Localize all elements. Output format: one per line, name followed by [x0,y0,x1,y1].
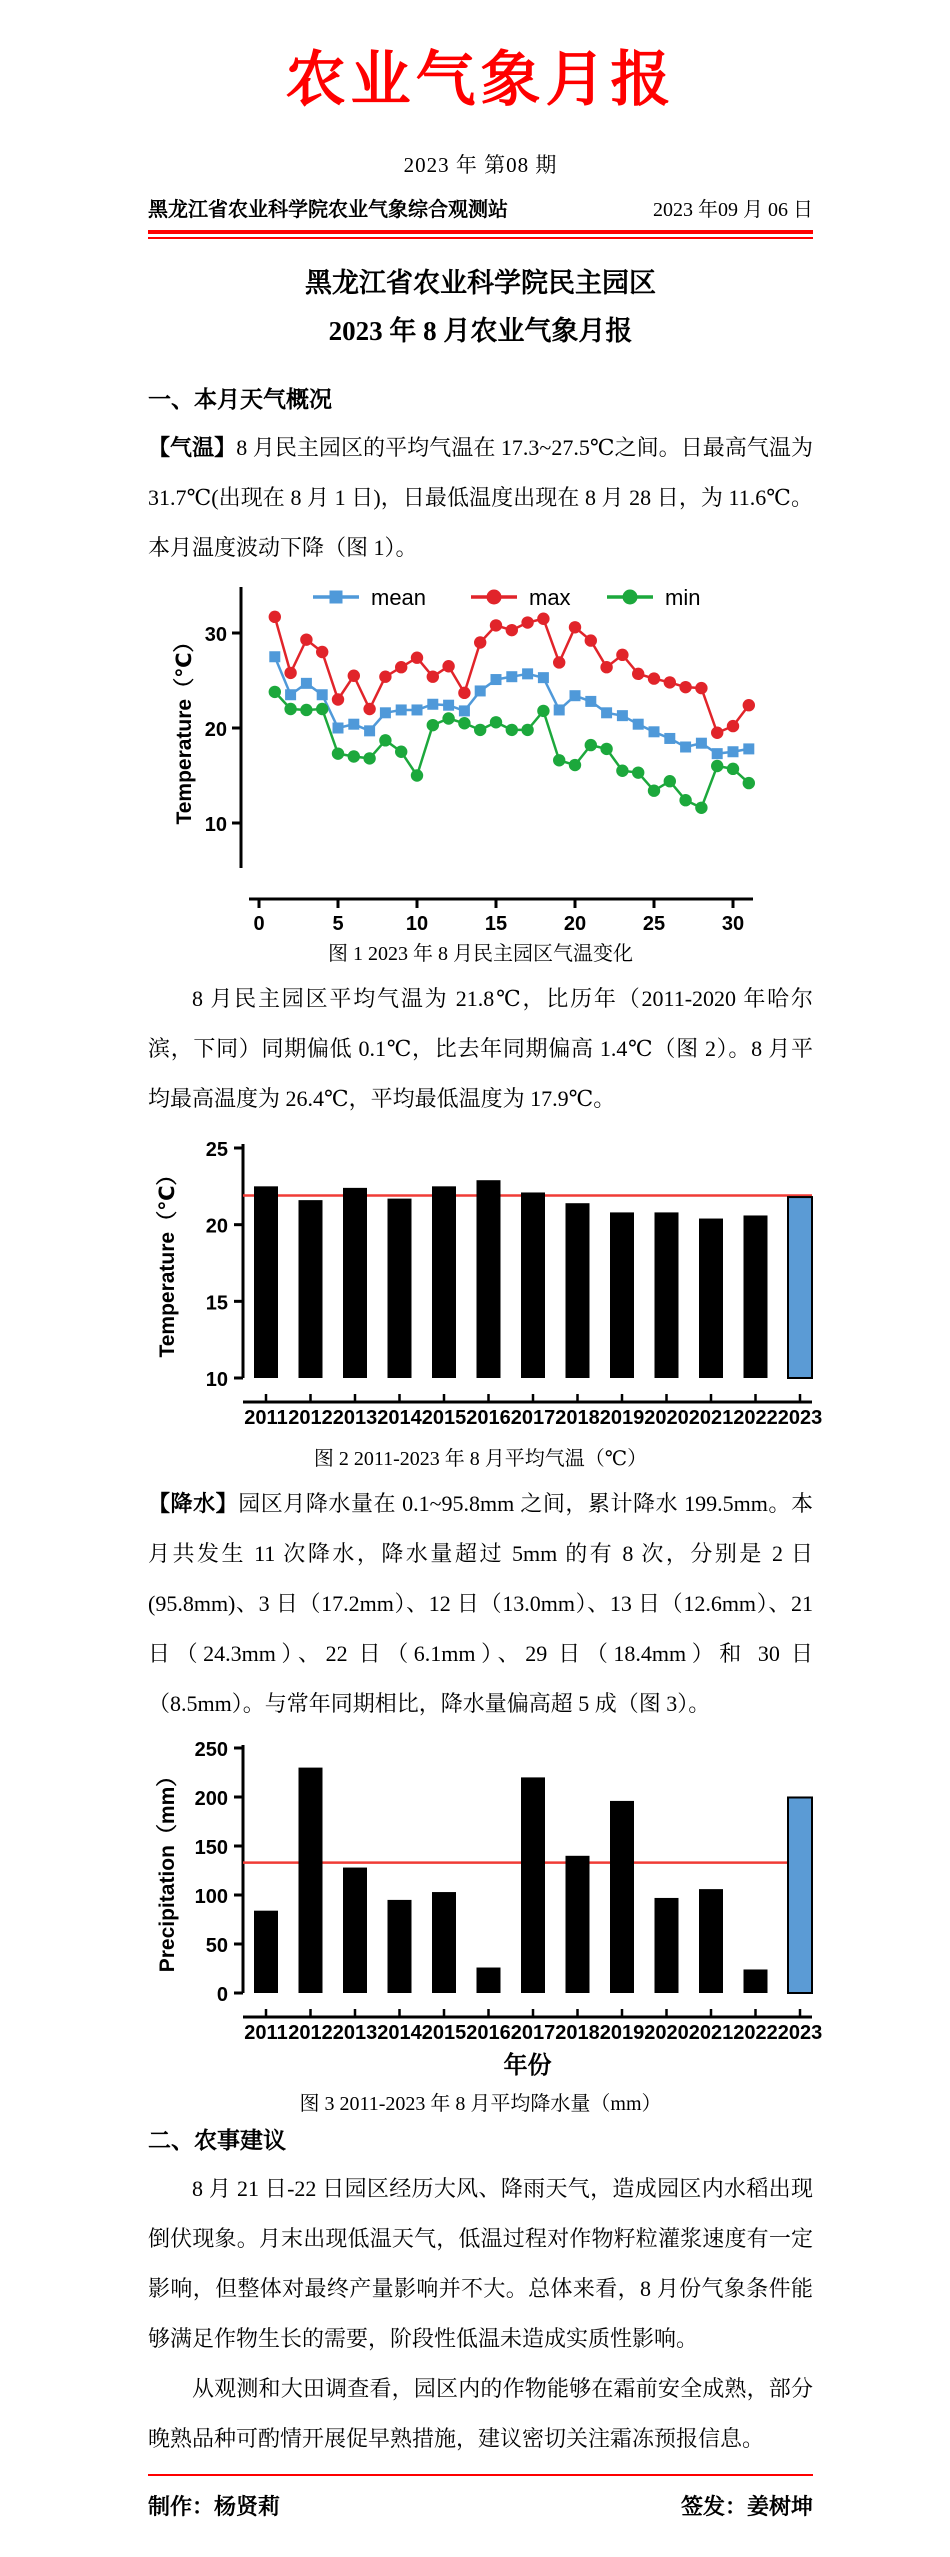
svg-text:年份: 年份 [503,2052,552,2079]
svg-text:2018: 2018 [555,2022,600,2044]
temperature-paragraph [148,423,813,573]
svg-text:Temperature（℃）: Temperature（℃） [156,1164,179,1358]
svg-text:30: 30 [204,624,227,646]
svg-text:2023: 2023 [777,2022,823,2044]
svg-text:2011: 2011 [244,1407,288,1429]
precipitation-text: 园区月降水量在 0.1~95.8mm 之间，累计降水 199.5mm。本月共发生 11 次降水，降水量超过 5mm 的有 8 次，分别是 2 日(95.8mm)、3 日（17.2mm）、12 日（13.0mm）、13 日（12.6mm）、21 日（24.3mm）、22 日（6.1mm）、29 日（18.4mm）和 30 日（8.5mm）。与常年同期相比，降水量偏高超 5 成（图 3）。 [148,1491,813,1716]
svg-text:2019: 2019 [599,2022,645,2044]
svg-text:max: max [528,585,571,610]
svg-text:2015: 2015 [421,2022,467,2044]
temperature-text: 8 月民主园区的平均气温在 17.3~27.5℃之间。日最高气温为 31.7℃(出现在 8 月 1 日)，日最低温度出现在 8 月 28 日，为 11.6℃。本月温度波动下降（图 1）。 [148,435,813,560]
temperature-summary-paragraph: 8 月民主园区平均气温为 21.8℃，比历年（2011-2020 年哈尔滨，下同）同期偏低 0.1℃，比去年同期偏高 1.4℃（图 2）。8 月平均最高温度为 26.4℃，平均最低温度为 17.9℃。 [148,986,813,1111]
advice-paragraph-1: 8 月 21 日-22 日园区经历大风、降雨天气，造成园区内水稻出现倒伏现象。月末出现低温天气，低温过程对作物籽粒灌浆速度有一定影响，但整体对最终产量影响并不大。总体来看，8 月份气象条件能够满足作物生长的需要，阶段性低温未造成实质性影响。 [148,2176,813,2351]
report-title: 农业气象月报 [285,47,676,113]
svg-text:10: 10 [204,814,227,836]
svg-text:150: 150 [194,1837,228,1859]
svg-text:0: 0 [216,1984,228,2006]
svg-text:50: 50 [205,1935,228,1957]
svg-text:20: 20 [204,719,227,741]
svg-text:15: 15 [484,913,507,935]
svg-text:2021: 2021 [688,1407,734,1429]
issuer-label: 签发：姜树坤 [680,2494,813,2519]
svg-text:2011: 2011 [244,2022,288,2044]
producer-label: 制作：杨贤莉 [148,2494,281,2519]
svg-text:2017: 2017 [510,1407,556,1429]
svg-text:0: 0 [252,913,265,935]
svg-text:2018: 2018 [555,1407,600,1429]
signature-row [148,2492,813,2522]
svg-text:30: 30 [721,913,744,935]
fig3-precipitation-bar-chart [148,1731,848,2085]
svg-text:2014: 2014 [377,1407,422,1429]
svg-text:2012: 2012 [288,2022,333,2044]
footer-divider [148,2474,813,2476]
fig1-temperature-line-chart [171,575,791,935]
header-divider [148,230,813,239]
svg-text:2016: 2016 [466,1407,511,1429]
svg-text:Temperature（℃）: Temperature（℃） [172,631,196,825]
precipitation-label: 【降水】 [148,1491,239,1516]
figure1-block [148,575,813,968]
svg-text:100: 100 [194,1886,228,1908]
figure3-block [148,1731,823,2118]
svg-text:min: min [664,585,700,610]
fig2-caption: 图 2 2011-2023 年 8 月平均气温（℃） [313,1448,648,1470]
svg-text:Precipitation（mm）: Precipitation（mm） [156,1765,179,1973]
svg-text:10: 10 [405,913,428,935]
fig3-caption: 图 3 2011-2023 年 8 月平均降水量（mm） [299,2093,662,2115]
svg-text:2016: 2016 [466,2022,511,2044]
svg-text:2014: 2014 [377,2022,422,2044]
figure2-block [148,1126,823,1473]
svg-text:20: 20 [563,913,586,935]
precipitation-paragraph [148,1479,813,1729]
section2-heading: 二、农事建议 [148,2128,286,2153]
svg-text:2020: 2020 [644,2022,689,2044]
svg-text:2019: 2019 [599,1407,645,1429]
issue-line: 2023 年 第08 期 [403,153,558,177]
svg-text:2021: 2021 [688,2022,734,2044]
svg-text:2012: 2012 [288,1407,333,1429]
svg-text:250: 250 [194,1739,228,1761]
svg-text:25: 25 [642,913,665,935]
advice-paragraph-2: 从观测和大田调查看，园区内的作物能够在霜前安全成熟，部分晚熟品种可酌情开展促早熟措施，建议密切关注霜冻预报信息。 [148,2376,813,2451]
report-date: 2023 年09 月 06 日 [653,199,813,221]
svg-text:5: 5 [331,913,344,935]
section1-heading: 一、本月天气概况 [148,387,332,412]
svg-text:mean: mean [370,585,426,610]
svg-text:2020: 2020 [644,1407,689,1429]
svg-text:20: 20 [205,1215,228,1238]
svg-text:2017: 2017 [510,2022,556,2044]
svg-text:2022: 2022 [733,1407,778,1429]
svg-text:25: 25 [205,1139,228,1162]
svg-text:2015: 2015 [421,1407,467,1429]
svg-text:200: 200 [194,1788,228,1810]
svg-text:2022: 2022 [733,2022,778,2044]
org-name: 黑龙江省农业科学院农业气象综合观测站 [148,199,508,221]
temperature-label: 【气温】 [148,435,237,460]
report-subtitle-line2: 2023 年 8 月农业气象月报 [328,316,633,346]
svg-text:2013: 2013 [332,1407,378,1429]
masthead-row [148,196,813,224]
fig2-avg-temperature-bar-chart [148,1126,848,1440]
fig1-caption: 图 1 2023 年 8 月民主园区气温变化 [328,943,633,965]
report-subtitle-line1: 黑龙江省农业科学院民主园区 [305,268,656,298]
svg-text:2013: 2013 [332,2022,378,2044]
svg-text:2023: 2023 [777,1407,823,1429]
svg-text:15: 15 [205,1292,228,1315]
svg-text:10: 10 [205,1369,228,1391]
